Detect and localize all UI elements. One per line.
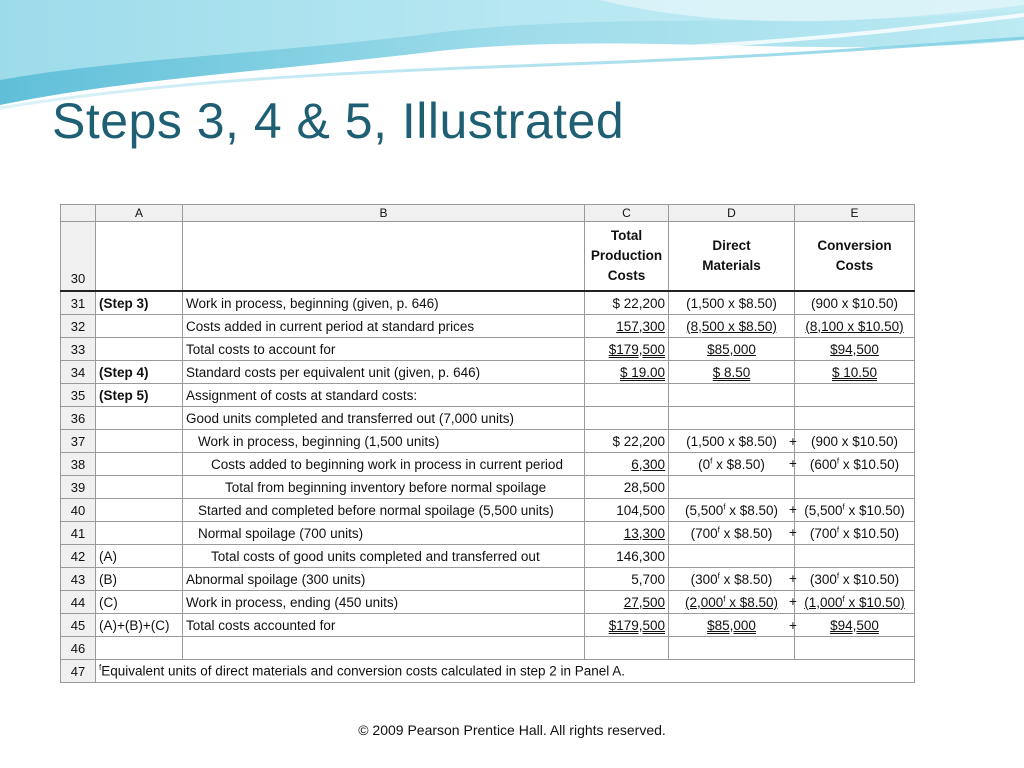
table-row [61, 338, 915, 361]
cell-c-total [585, 384, 669, 407]
column-header-c: C [585, 205, 669, 222]
page-title: Steps 3, 4 & 5, Illustrated [52, 93, 625, 149]
cell-d-direct-materials [669, 453, 795, 476]
cell-d-direct-materials [669, 499, 795, 522]
direct-materials-value: (1,500 x $8.50) [686, 295, 777, 311]
cell-d-direct-materials [669, 291, 795, 315]
e-multiplier: x $10.50) [839, 571, 900, 587]
cell-c-total: 104,500 [585, 499, 669, 522]
cell-e-conversion [795, 361, 915, 384]
header-total-production-costs: Total Production Costs [585, 222, 669, 292]
direct-materials-value [691, 572, 773, 587]
cell-d-direct-materials [669, 545, 795, 568]
cell-b: Total costs accounted for [183, 614, 585, 637]
cell-a: (A) [96, 545, 183, 568]
direct-materials-value: (8,500 x $8.50) [686, 318, 777, 334]
table-row [61, 545, 915, 568]
cell-a [96, 522, 183, 545]
conversion-value: (900 x $10.50) [810, 433, 899, 449]
cell-c-total: 5,700 [585, 568, 669, 591]
cell-e-conversion [795, 291, 915, 315]
cell-c-total: 157,300 [585, 315, 669, 338]
cell-b: Assignment of costs at standard costs: [183, 384, 585, 407]
row-number: 33 [61, 338, 96, 361]
cell-d-direct-materials [669, 430, 795, 453]
cell-b: Total costs to account for [183, 338, 585, 361]
row-number: 37 [61, 430, 96, 453]
d-value: (2,000 [684, 594, 724, 610]
cell-e-conversion [789, 568, 915, 591]
cell-b: Work in process, beginning (1,500 units) [183, 430, 585, 453]
cell-c-total [585, 407, 669, 430]
table-row [61, 407, 915, 430]
table-row [61, 499, 915, 522]
cell-d-direct-materials [669, 476, 795, 499]
d-value: (0 [698, 456, 711, 472]
footnote-marker: f [836, 456, 840, 466]
row-number: 35 [61, 384, 96, 407]
cell-d-direct-materials [669, 637, 795, 660]
cell-a [96, 476, 183, 499]
d-multiplier: x $8.50) [725, 594, 779, 610]
footnote-marker: f [710, 456, 713, 466]
table-row [61, 361, 915, 384]
footnote-marker: f [99, 663, 102, 673]
row-number: 31 [61, 291, 96, 315]
row-number: 44 [61, 591, 96, 614]
cell-b: Work in process, beginning (given, p. 646) [183, 291, 585, 315]
cell-b: Costs added in current period at standard prices [183, 315, 585, 338]
cell-a: (Step 5) [96, 384, 183, 407]
direct-materials-value: $ 8.50 [712, 364, 751, 380]
conversion-value: $94,500 [830, 617, 879, 633]
cell-a [96, 637, 183, 660]
cell-e-conversion [795, 315, 915, 338]
cell-a [96, 453, 183, 476]
cell-c-total: 27,500 [585, 591, 669, 614]
row-number: 36 [61, 407, 96, 430]
cell-d-direct-materials [669, 338, 795, 361]
column-header-e: E [795, 205, 915, 222]
conversion-value [810, 526, 899, 541]
cell-e-conversion [795, 637, 915, 660]
row-number: 39 [61, 476, 96, 499]
cell-a [96, 430, 183, 453]
cell-e-conversion [795, 407, 915, 430]
cell-e-conversion [795, 545, 915, 568]
d-multiplier: x $8.50) [712, 456, 765, 472]
footnote-marker: f [717, 571, 720, 581]
cell-c-total: $179,500 [585, 338, 669, 361]
footnote-marker: f [717, 525, 720, 535]
cell-b [183, 637, 585, 660]
corner-cell [61, 205, 96, 222]
footnote-marker: f [836, 571, 840, 581]
cell-e-conversion [789, 499, 915, 522]
row-number: 38 [61, 453, 96, 476]
cell-c-total: 6,300 [585, 453, 669, 476]
cell-c-total: 146,300 [585, 545, 669, 568]
cell-a [96, 499, 183, 522]
cell-e-conversion [789, 453, 915, 476]
table-header-row [61, 222, 915, 292]
column-header-a: A [96, 205, 183, 222]
footnote-marker: f [723, 594, 726, 604]
cell-b: Work in process, ending (450 units) [183, 591, 585, 614]
cell-a [96, 222, 183, 292]
cell-a: (C) [96, 591, 183, 614]
cell-e-conversion [789, 522, 915, 545]
cell-b: Total from beginning inventory before normal spoilage [183, 476, 585, 499]
cell-a: (A)+(B)+(C) [96, 614, 183, 637]
footnote-marker: f [836, 525, 840, 535]
direct-materials-value: $85,000 [707, 341, 756, 357]
cell-a: (B) [96, 568, 183, 591]
cell-c-total: 28,500 [585, 476, 669, 499]
plus-operator: + [789, 456, 797, 472]
cell-d-direct-materials [669, 568, 795, 591]
spreadsheet [60, 204, 915, 683]
d-multiplier: x $8.50) [719, 525, 773, 541]
row-number: 32 [61, 315, 96, 338]
header-conversion-costs: Conversion Costs [795, 222, 915, 292]
row-number: 43 [61, 568, 96, 591]
footnote-row [61, 660, 915, 683]
footnote-marker: f [723, 502, 726, 512]
cell-b: Costs added to beginning work in process in current period [183, 453, 585, 476]
row-number: 30 [61, 222, 96, 292]
conversion-value [810, 457, 899, 472]
table-row [61, 614, 915, 637]
conversion-value: (900 x $10.50) [810, 295, 899, 311]
cell-e-conversion [789, 430, 915, 453]
cell-d-direct-materials [669, 522, 795, 545]
e-multiplier: x $10.50) [844, 594, 905, 610]
e-value: (1,000 [804, 594, 843, 610]
row-number: 34 [61, 361, 96, 384]
table-row [61, 568, 915, 591]
e-multiplier: x $10.50) [839, 456, 900, 472]
copyright-notice: © 2009 Pearson Prentice Hall. All rights reserved. [358, 722, 666, 738]
cell-e-conversion [795, 338, 915, 361]
table-row [61, 291, 915, 315]
conversion-value: (8,100 x $10.50) [805, 318, 904, 334]
column-header-d: D [669, 205, 795, 222]
cell-a: (Step 3) [96, 291, 183, 315]
plus-operator: + [789, 571, 797, 587]
table-row [61, 384, 915, 407]
cell-d-direct-materials [669, 591, 795, 614]
d-value: (300 [690, 571, 718, 587]
plus-operator: + [789, 617, 797, 633]
row-number: 41 [61, 522, 96, 545]
row-number: 45 [61, 614, 96, 637]
column-header-row [61, 205, 915, 222]
row-number: 47 [61, 660, 96, 683]
plus-operator: + [789, 433, 797, 449]
cell-c-total: $ 22,200 [585, 291, 669, 315]
conversion-value: $ 10.50 [831, 364, 878, 380]
table-row [61, 522, 915, 545]
footnote-marker: f [842, 502, 845, 512]
d-value: (700 [690, 525, 718, 541]
cell-b: Standard costs per equivalent unit (given, p. 646) [183, 361, 585, 384]
e-value: (700 [809, 525, 837, 541]
d-multiplier: x $8.50) [719, 571, 773, 587]
direct-materials-value [698, 457, 765, 472]
cell-c-total: $ 19.00 [585, 361, 669, 384]
d-value: (5,500 [684, 502, 724, 518]
plus-operator: + [789, 525, 797, 541]
table-row [61, 591, 915, 614]
e-multiplier: x $10.50) [839, 525, 900, 541]
conversion-value [804, 595, 905, 610]
cell-b: Normal spoilage (700 units) [183, 522, 585, 545]
cell-d-direct-materials [669, 384, 795, 407]
cell-b: Abnormal spoilage (300 units) [183, 568, 585, 591]
table-row [61, 476, 915, 499]
d-multiplier: x $8.50) [725, 502, 779, 518]
cell-e-conversion [789, 591, 915, 614]
column-header-b: B [183, 205, 585, 222]
cell-d-direct-materials [669, 407, 795, 430]
row-number: 40 [61, 499, 96, 522]
e-value: (5,500 [804, 502, 843, 518]
cell-a: (Step 4) [96, 361, 183, 384]
e-multiplier: x $10.50) [844, 502, 905, 518]
direct-materials-value [685, 595, 778, 610]
cell-b [183, 222, 585, 292]
conversion-value [804, 503, 905, 518]
row-number: 46 [61, 637, 96, 660]
direct-materials-value [691, 526, 773, 541]
cell-b: Started and completed before normal spoilage (5,500 units) [183, 499, 585, 522]
cell-c-total [585, 637, 669, 660]
cell-c-total: 13,300 [585, 522, 669, 545]
cell-c-total: $179,500 [585, 614, 669, 637]
plus-operator: + [789, 594, 797, 610]
cell-e-conversion [795, 384, 915, 407]
table-row [61, 315, 915, 338]
footnote-marker: f [842, 594, 845, 604]
cell-c-total: $ 22,200 [585, 430, 669, 453]
e-value: (600 [809, 456, 837, 472]
header-direct-materials: Direct Materials [669, 222, 795, 292]
direct-materials-value [685, 503, 778, 518]
cell-b: Good units completed and transferred out (7,000 units) [183, 407, 585, 430]
table-row [61, 453, 915, 476]
table-row [61, 637, 915, 660]
cell-d-direct-materials [669, 361, 795, 384]
cell-e-conversion [789, 614, 915, 637]
cell-a [96, 338, 183, 361]
cell-d-direct-materials [669, 315, 795, 338]
direct-materials-value: $85,000 [707, 617, 756, 633]
conversion-value: $94,500 [830, 341, 879, 357]
table-row [61, 430, 915, 453]
cell-a [96, 315, 183, 338]
cell-b: Total costs of good units completed and transferred out [183, 545, 585, 568]
cell-a [96, 407, 183, 430]
cell-d-direct-materials [669, 614, 795, 637]
footnote-body: Equivalent units of direct materials and conversion costs calculated in step 2 in Panel A. [101, 663, 626, 679]
footnote-text [96, 660, 915, 683]
row-number: 42 [61, 545, 96, 568]
e-value: (300 [809, 571, 837, 587]
cell-e-conversion [795, 476, 915, 499]
conversion-value [810, 572, 899, 587]
direct-materials-value: (1,500 x $8.50) [686, 433, 777, 449]
plus-operator: + [789, 502, 797, 518]
